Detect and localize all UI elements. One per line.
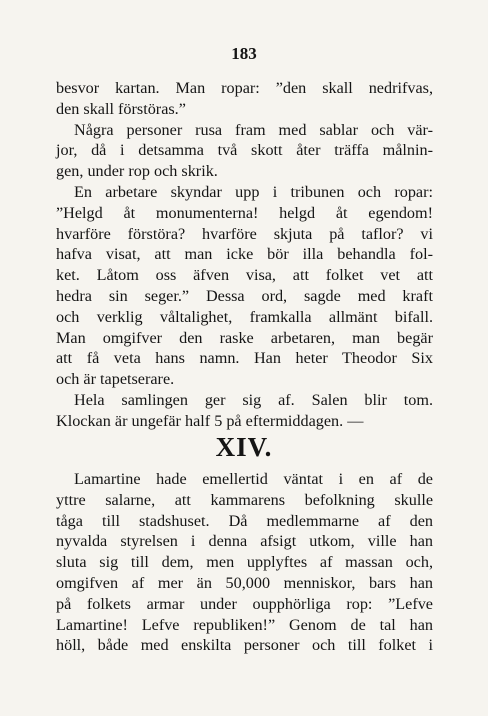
text-line: och är tapetserare. [56, 370, 175, 389]
page-number: 183 [231, 44, 257, 63]
text-line: besvor kartan. Man ropar: ”den skall nedrifvas, [56, 79, 433, 97]
section-heading: XIV. [215, 432, 273, 462]
text-line: hedra sin seger.” Dessa ord, sagde med kraft [56, 286, 433, 305]
text-line: gen, under rop och skrik. [56, 162, 218, 181]
text-line: Hela samlingen ger sig af. Salen blir tom. [74, 390, 433, 409]
text-line: på folkets armar under oupphörliga rop: ”Lefve [56, 594, 433, 613]
text-line: Klockan är ungefär half 5 på eftermiddagen. — [56, 411, 364, 430]
text-line: ket. Låtom oss äfven visa, att folket vet att [56, 266, 433, 285]
text-line: och verklig våltalighet, framkalla allmänt bifall. [56, 307, 433, 326]
text-line: tåga till stadshuset. Då medlemmarne af den [56, 511, 433, 530]
text-line: höll, både med enskilta personer och till folket i [56, 636, 433, 655]
text-line: hvarföre förstöra? hvarföre skjuta på taflor? vi [56, 224, 433, 243]
text-line: den skall förstöras.” [56, 99, 186, 118]
text-line: yttre salarne, att kammarens befolkning skulle [56, 490, 433, 509]
text-line: jor, då i detsamma två skott åter träffa målnin- [56, 141, 433, 160]
text-line: att få veta hans namn. Han heter Theodor Six [56, 349, 433, 368]
text-line: sluta sig till dem, men upplyftes af massan och, [56, 553, 433, 572]
text-block-top [56, 78, 433, 432]
text-line: En arbetare skyndar upp i tribunen och ropar: [74, 182, 433, 201]
text-line: omgifven af mer än 50,000 menniskor, bars han [56, 573, 433, 592]
text-line: ”Helgd åt monumenterna! helgd åt egendom! [56, 203, 433, 222]
text-line: hafva visat, att man icke bör illa behandla fol- [56, 245, 433, 264]
text-line: Lamartine hade emellertid väntat i en af de [74, 470, 433, 488]
text-line: nyvalda styrelsen i denna afsigt utkom, ville han [56, 532, 433, 551]
text-line: Några personer rusa fram med sablar och vär- [74, 120, 433, 139]
text-line: Man omgifver den raske arbetaren, man begär [56, 328, 433, 347]
text-line: Lamartine! Lefve republiken!” Genom de tal han [56, 615, 433, 634]
text-block-bottom [56, 469, 433, 656]
